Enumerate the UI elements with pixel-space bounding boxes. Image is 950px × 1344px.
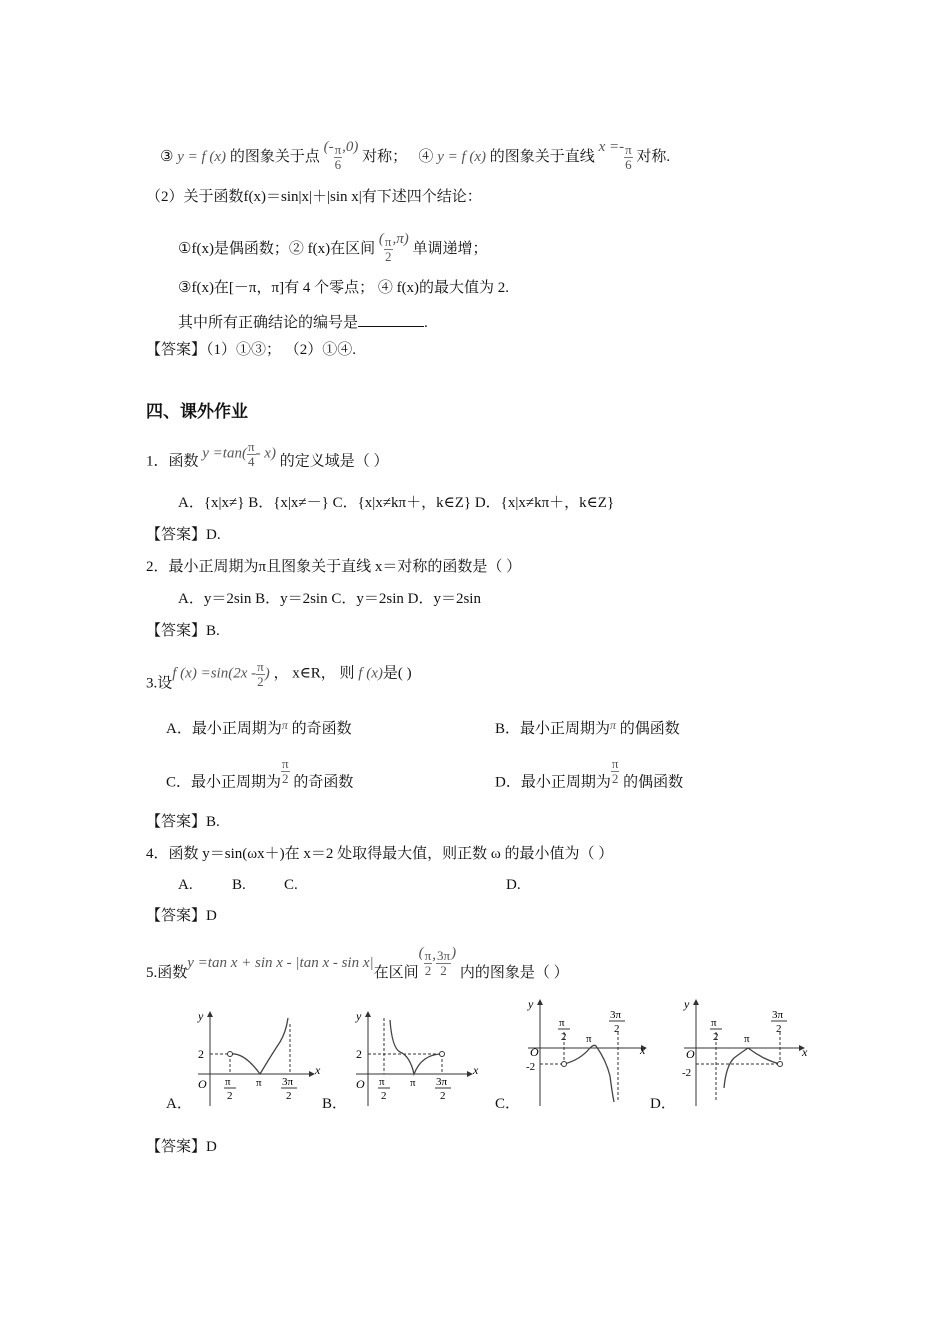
q4-option-d: D. [506,877,521,893]
q1-options: A．{x|x≠} B．{x|x≠－} C．{x|x≠kπ＋，k∈Z} D．{x|x≠kπ＋，k∈Z} [178,495,615,511]
tick-pi-2-num: π [225,1076,231,1088]
q4-answer: 【答案】D [146,908,217,924]
prev-line-3: ③ y = f (x) 的图象关于点 (- $\frac{\pi}{6}$ ,0) 对称； ④ y = f (x) 的图象关于直线 x =- $\frac{\pi}{6}$ 对称. [160,139,671,173]
curve [724,1048,780,1088]
section-title: 四、课外作业 [146,402,248,422]
x-label: x [473,1063,479,1077]
origin-label: O [356,1077,365,1091]
origin-label: O [530,1045,539,1059]
y-label: y [528,997,534,1011]
tick-pi-2-num: π [711,1017,717,1029]
q4-option-a: A. [178,877,193,893]
q1-stem: 1．函数 y =tan( $\frac{\pi}{4}$ - x) 的定义域是（ ） [146,439,389,470]
y-label: y [684,997,690,1011]
q3-option-b: B．最小正周期为$^\pi$ 的偶函数 [495,718,680,737]
tick-3pi-2-num: 3π [610,1009,622,1021]
graph-a [192,1008,322,1108]
q3-option-a: A．最小正周期为$^\pi$ 的奇函数 [166,718,352,737]
tick-pi: π [586,1033,592,1045]
q5-label-b: B． [322,1096,348,1112]
q3-option-d: D．最小正周期为 $\frac{\pi}{2}$ 的偶函数 [495,756,684,791]
q5-label-a: A． [166,1096,192,1112]
x-label: x [802,1045,808,1059]
x-label: x [315,1063,321,1077]
origin-label: O [686,1047,695,1061]
tick-3pi-2-num: 3π [282,1076,294,1088]
q3-option-c: C．最小正周期为 $\frac{\pi}{2}$ 的奇函数 [166,756,354,791]
tick-pi-2-num: π [559,1017,565,1029]
y-label: y [198,1009,204,1023]
fraction: $\frac{\pi}{6}$ [334,142,342,173]
tick-3pi-2-den: 2 [440,1090,446,1102]
tick-pi: π [410,1077,416,1089]
graph-c [522,996,652,1108]
prev-answer: 【答案】（1）①③； （2）①④. [146,342,357,358]
q5-label-c: C． [495,1096,521,1112]
prev-conclusion-3: 其中所有正确结论的编号是 . [178,312,428,331]
graph-b [350,1008,480,1108]
q2-stem: 2．最小正周期为π且图象关于直线 x＝对称的函数是（ ） [146,559,522,575]
tick-pi-2-den: 2 [713,1031,719,1043]
tick-3pi-2-num: 3π [436,1076,448,1088]
tick-neg-2: -2 [526,1061,536,1073]
origin-label: O [198,1077,207,1091]
tick-pi-2-num: π [379,1076,385,1088]
tick-neg-2: -2 [682,1067,692,1079]
tick-pi: π [744,1033,750,1045]
fraction: $\frac{\pi}{6}$ [625,142,632,173]
tick-3pi-2-den: 2 [776,1023,782,1035]
q5-stem: 5.函数y =tan x + sin x - |tan x - sin x|在区间( $\frac{\pi}{2}$ , $\frac{3\pi}{2}$ ) 内的图象是（ ） [146,945,569,981]
tick-3pi-2-den: 2 [286,1090,292,1102]
tick-pi-2-den: 2 [227,1090,233,1102]
q1-answer: 【答案】D. [146,527,221,543]
prev-conclusion-2: ③f(x)在[－π，π]有 4 个零点； ④ f(x)的最大值为 2. [178,280,510,296]
curve [390,1020,442,1074]
tick-pi: π [256,1077,262,1089]
curve [564,1045,614,1102]
y-label: y [356,1009,362,1023]
q5-label-d: D． [650,1096,676,1112]
q3-stem: 3.设f (x) =sin(2x - $\frac{\pi}{2}$ ) ， x∈R， 则 f (x)是( ) [146,659,412,692]
q5-answer: 【答案】D [146,1139,217,1155]
tick-3pi-2-den: 2 [614,1023,620,1035]
tick-3pi-2-num: 3π [772,1009,784,1021]
q2-options: A．y＝2sin B．y＝2sin C．y＝2sin D．y＝2sin [178,591,481,607]
q3-answer: 【答案】B. [146,814,220,830]
tick-2: 2 [198,1047,204,1061]
curve [230,1018,288,1074]
prev-conclusion-1: ①f(x)是偶函数；② f(x)在区间 ( $\frac{\pi}{2}$ ,π) 单调递增； [178,231,488,265]
q4-option-c: C. [284,877,298,893]
q2-answer: 【答案】B. [146,623,220,639]
tick-pi-2-den: 2 [561,1031,567,1043]
tick-pi-2-den: 2 [381,1090,387,1102]
q4-option-b: B. [232,877,246,893]
tick-2: 2 [356,1047,362,1061]
q4-stem: 4．函数 y＝sin(ωx＋)在 x＝2 处取得最大值，则正数 ω 的最小值为（ ） [146,846,614,862]
graph-d [678,996,814,1108]
x-label: x [640,1043,646,1057]
prev-question-2: （2）关于函数f(x)＝sin|x|＋|sin x|有下述四个结论： [146,189,482,205]
